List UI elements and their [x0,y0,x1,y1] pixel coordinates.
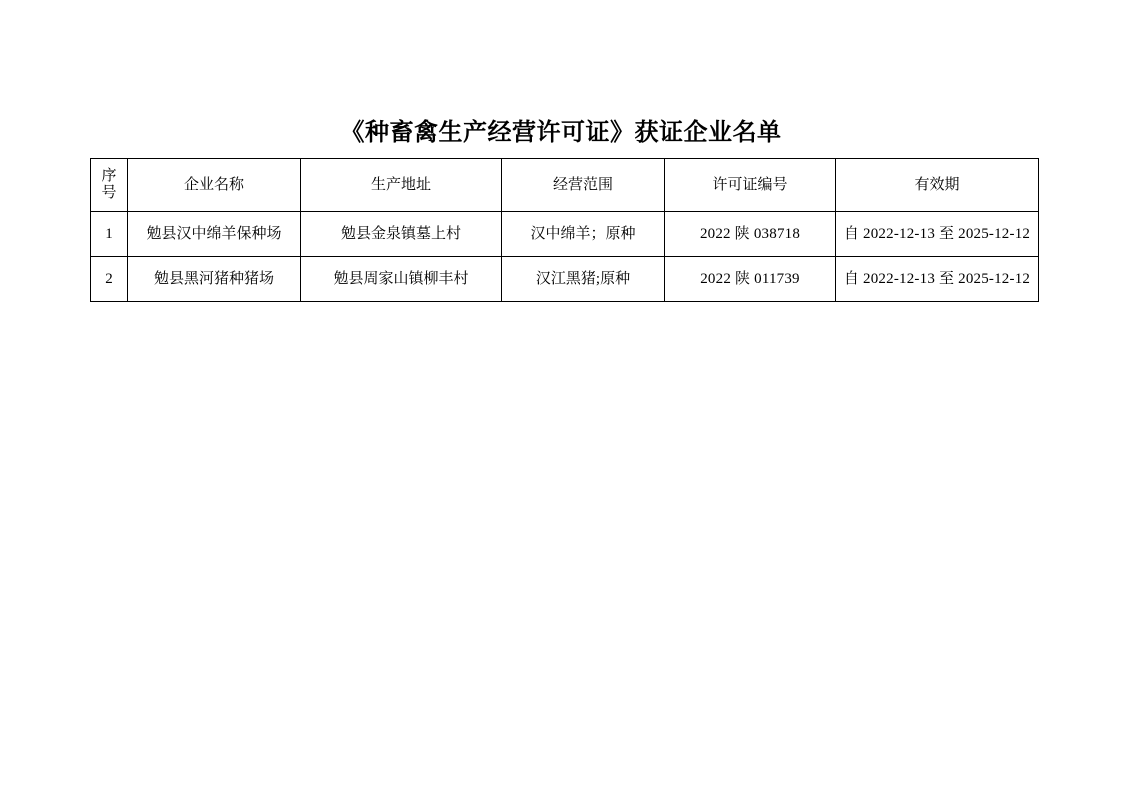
cell-enterprise-name: 勉县黑河猪种猪场 [128,257,301,302]
table-header-row [91,159,1039,212]
column-header-seq [91,159,128,212]
cell-enterprise-name: 勉县汉中绵羊保种场 [128,212,301,257]
table-body [91,212,1039,302]
cell-license-number: 2022 陕 038718 [665,212,836,257]
enterprise-table-container [90,158,1032,302]
column-header-enterprise-name: 企业名称 [128,159,301,212]
cell-production-address: 勉县金泉镇墓上村 [301,212,502,257]
cell-license-number: 2022 陕 011739 [665,257,836,302]
table-header [91,159,1039,212]
cell-production-address: 勉县周家山镇柳丰村 [301,257,502,302]
cell-business-scope: 汉江黑猪;原种 [502,257,665,302]
column-header-validity-period: 有效期 [836,159,1039,212]
column-header-business-scope: 经营范围 [502,159,665,212]
column-header-production-address: 生产地址 [301,159,502,212]
cell-validity-period: 自 2022-12-13 至 2025-12-12 [836,212,1039,257]
column-header-seq-line2: 号 [101,185,117,201]
table-row [91,257,1039,302]
cell-seq: 2 [91,257,128,302]
cell-seq: 1 [91,212,128,257]
column-header-seq-line1: 序 [101,168,117,184]
enterprise-table [90,158,1039,302]
page-title: 《种畜禽生产经营许可证》获证企业名单 [340,117,782,146]
table-row [91,212,1039,257]
cell-business-scope: 汉中绵羊；原种 [502,212,665,257]
cell-validity-period: 自 2022-12-13 至 2025-12-12 [836,257,1039,302]
column-header-license-number: 许可证编号 [665,159,836,212]
